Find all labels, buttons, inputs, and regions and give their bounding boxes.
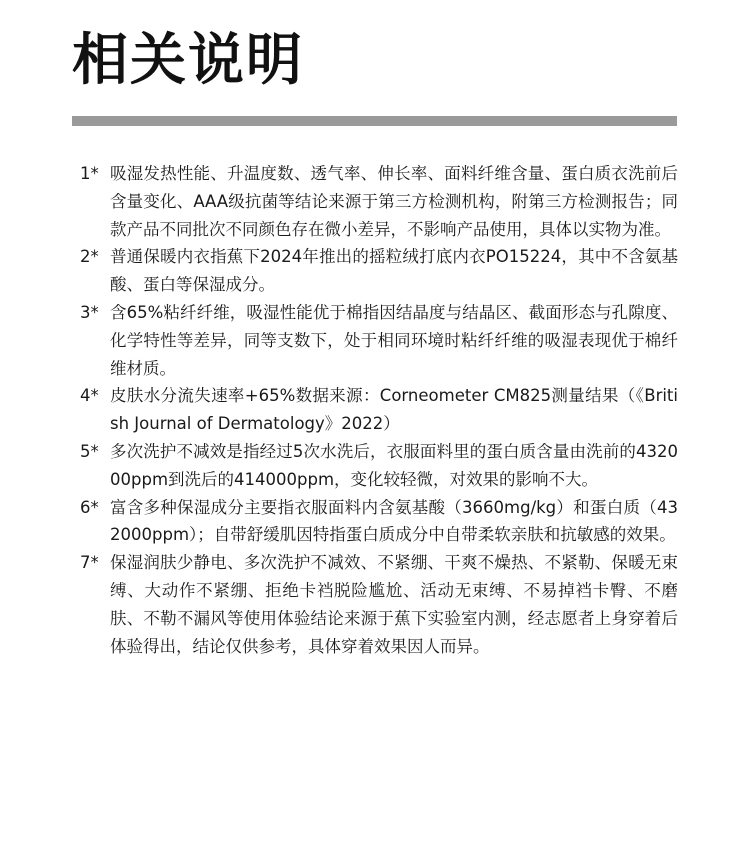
- note-text: 多次洗护不减效是指经过5次水洗后，衣服面料里的蛋白质含量由洗前的432000ppm到洗后的414000ppm，变化较轻微，对效果的影响不大。: [110, 441, 678, 489]
- note-number: 1*: [80, 164, 99, 183]
- note-item: [72, 382, 678, 438]
- note-item: [72, 438, 678, 494]
- note-number: 7*: [80, 553, 99, 573]
- note-text: 富含多种保湿成分主要指衣服面料内含氨基酸（3660mg/kg）和蛋白质（432000ppm）；自带舒缓肌因特指蛋白质成分中自带柔软亲肤和抗敏感的效果。: [110, 497, 678, 545]
- note-item: [72, 299, 678, 382]
- title-divider: [72, 116, 677, 126]
- note-text: 保湿润肤少静电、多次洗护不减效、不紧绷、干爽不燥热、不紧勒、保暖无束缚、大动作不紧绷、拒绝卡裆脱险尴尬、活动无束缚、不易掉裆卡臀、不磨肤、不勒不漏风等使用体验结论来源于蕉下实验室内测，经志愿者上身穿着后体验得出，结论仅供参考，具体穿着效果因人而异。: [110, 553, 678, 656]
- note-item: [72, 243, 678, 299]
- note-text: 吸湿发热性能、升温度数、透气率、伸长率、面料纤维含量、蛋白质衣洗前后含量变化、AAA级抗菌等结论来源于第三方检测机构，附第三方检测报告；同款产品不同批次不同颜色存在微小差异，不影响产品使用，具体以实物为准。: [110, 164, 678, 239]
- note-number: 5*: [80, 441, 99, 461]
- page-title: 相关说明: [72, 28, 304, 93]
- note-number: 3*: [80, 302, 99, 322]
- note-text: 普通保暖内衣指蕉下2024年推出的摇粒绒打底内衣PO15224，其中不含氨基酸、蛋白等保湿成分。: [110, 247, 678, 295]
- note-item: [72, 549, 678, 660]
- note-text: 含65%粘纤纤维，吸湿性能优于棉指因结晶度与结晶区、截面形态与孔隙度、化学特性等差异，同等支数下，处于相同环境时粘纤纤维的吸湿表现优于棉纤维材质。: [110, 302, 678, 378]
- note-number: 4*: [80, 386, 99, 406]
- note-item: [72, 494, 678, 550]
- note-text: 皮肤水分流失速率+65%数据来源：Corneometer CM825测量结果（《British Journal of Dermatology》2022）: [110, 386, 678, 434]
- note-number: 6*: [80, 497, 99, 517]
- note-number: 2*: [80, 247, 99, 267]
- notes-list: [72, 160, 678, 660]
- note-item: [72, 160, 678, 243]
